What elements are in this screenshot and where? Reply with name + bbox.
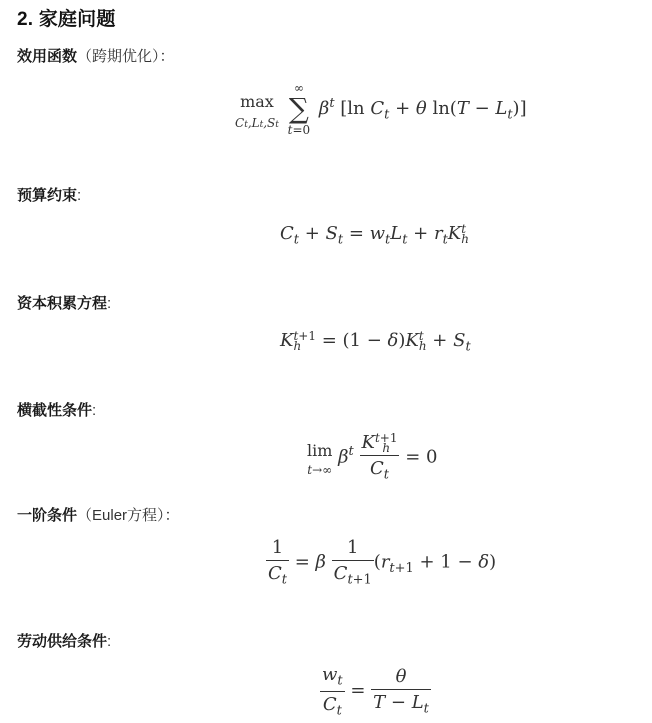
capital-label xyxy=(17,292,111,313)
transversality-label xyxy=(17,399,96,420)
euler-equation: $\frac{1}{C_t}$ = β $\frac{1}{C_{t+1}}$ $(r_{t+1} + 1 - \delta)$ xyxy=(268,537,497,588)
budget-note: : xyxy=(77,187,82,204)
capital-note: : xyxy=(107,295,112,312)
transversality-note: : xyxy=(92,402,97,419)
budget-equation: $C_t + S_t = w_tL_t + r_tK$ t h xyxy=(280,222,469,248)
capital-equation: K t+1 h = (1 − δ)K t h + $S_t$ xyxy=(280,329,471,355)
euler-label xyxy=(17,504,180,525)
utility-note: （跨期优化）： xyxy=(77,48,175,65)
euler-title: 一阶条件 xyxy=(17,507,78,524)
budget-label xyxy=(17,184,81,205)
utility-title: 效用函数 xyxy=(17,48,78,65)
capital-title: 资本积累方程 xyxy=(17,295,108,312)
utility-label xyxy=(17,45,175,66)
utility-equation: max Ct,Lt,St ∞ ∑ t=0 $\beta^t$ [ln $C_t + \theta$ $\ln(T - L_t)$] xyxy=(235,81,527,137)
euler-note: （Euler方程）： xyxy=(77,507,180,524)
labor-label xyxy=(17,630,111,651)
transversality-equation: lim t→∞ $\beta^t$ K t+1 h $C_t$ = 0 xyxy=(307,431,438,483)
budget-title: 预算约束 xyxy=(17,187,78,204)
transversality-title: 横截性条件 xyxy=(17,402,93,419)
labor-note: : xyxy=(107,633,112,650)
labor-equation: $\frac{w_t}{C_t}$ = $\frac{\theta}{T - L_t}$ xyxy=(322,664,429,719)
section-heading: 2. 家庭问题 xyxy=(17,9,116,30)
labor-title: 劳动供给条件 xyxy=(17,633,108,650)
